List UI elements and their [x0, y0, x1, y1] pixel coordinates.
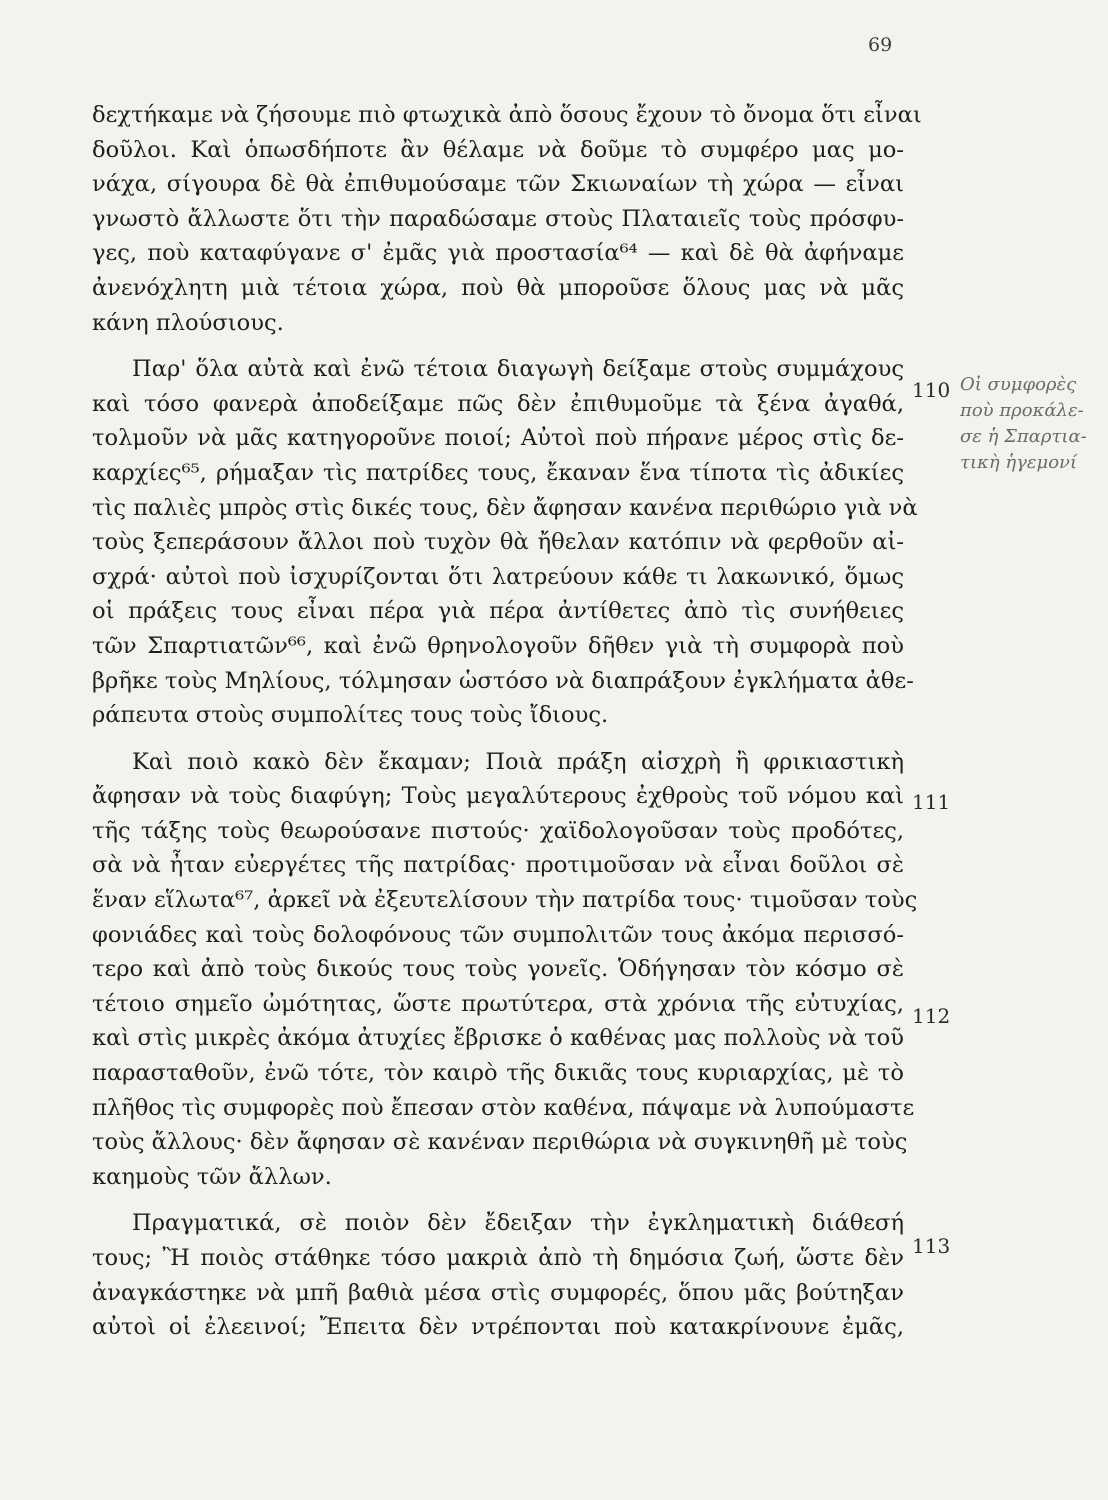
text-line: καὶ στὶς μικρὲς ἀκόμα ἀτυχίες ἔβρισκε ὁ καθένας μας πολλοὺς νὰ τοῦ — [92, 1025, 904, 1052]
text-line: ἕναν εἵλωτα⁶⁷, ἀρκεῖ νὰ ἐξευτελίσουν τὴν πατρίδα τους· τιμοῦσαν τοὺς — [92, 887, 918, 914]
text-line: παρασταθοῦν, ἐνῶ τότε, τὸν καιρὸ τῆς δικιᾶς τους κυριαρχίας, μὲ τὸ — [92, 1060, 904, 1087]
margin-note-line: Οἱ συμφορὲς — [960, 374, 1077, 395]
text-line: δοῦλοι. Καὶ ὁπωσδήποτε ἂν θέλαμε νὰ δοῦμε τὸ συμφέρο μας μο- — [92, 136, 904, 163]
section-number-111: 111 — [912, 790, 951, 814]
text-line: τῆς τάξης τοὺς θεωρούσανε πιστούς· χαϊδολογοῦσαν τοὺς προδότες, — [92, 817, 904, 844]
paragraph-1 — [92, 98, 922, 340]
text-line: τὶς παλιὲς μπρὸς στὶς δικές τους, δὲν ἄφησαν κανένα περιθώριο γιὰ νὰ — [92, 494, 918, 521]
text-line: Παρ' ὅλα αὐτὰ καὶ ἐνῶ τέτοια διαγωγὴ δείξαμε στοὺς συμμάχους — [132, 356, 904, 383]
text-line: γες, ποὺ καταφύγανε σ' ἐμᾶς γιὰ προστασία⁶⁴ — καὶ δὲ θὰ ἀφήναμε — [92, 240, 904, 267]
text-line: ράπευτα στοὺς συμπολίτες τους τοὺς ἴδιους. — [92, 702, 609, 729]
text-line: τους; Ἢ ποιὸς στάθηκε τόσο μακριὰ ἀπὸ τὴ δημόσια ζωή, ὥστε δὲν — [92, 1245, 904, 1271]
section-number-113: 113 — [912, 1234, 951, 1258]
text-line: τῶν Σπαρτιατῶν⁶⁶, καὶ ἐνῶ θρηνολογοῦν δῆθεν γιὰ τὴ συμφορὰ ποὺ — [92, 632, 904, 659]
text-line: κάνη πλούσιους. — [92, 309, 284, 336]
text-line: καρχίες⁶⁵, ρήμαξαν τὶς πατρίδες τους, ἔκαναν ἕνα τίποτα τὶς ἀδικίες — [92, 459, 904, 486]
margin-note-line: ποὺ προκάλε- — [960, 400, 1084, 421]
text-line: πλῆθος τὶς συμφορὲς ποὺ ἔπεσαν στὸν καθένα, πάψαμε νὰ λυπούμαστε — [92, 1094, 915, 1121]
page-number: 69 — [868, 34, 893, 56]
text-line: τερο καὶ ἀπὸ τοὺς δικούς τους τοὺς γονεῖς. Ὁδήγησαν τὸν κόσμο σὲ — [92, 956, 904, 983]
text-line: γνωστὸ ἄλλωστε ὅτι τὴν παραδώσαμε στοὺς Πλαταιεῖς τοὺς πρόσφυ- — [92, 205, 904, 232]
text-line: δεχτήκαμε νὰ ζήσουμε πιὸ φτωχικὰ ἀπὸ ὅσους ἔχουν τὸ ὄνομα ὅτι εἶναι — [92, 102, 922, 128]
text-line: τοὺς ἄλλους· δὲν ἄφησαν σὲ κανέναν περιθώρια νὰ συγκινηθῆ μὲ τοὺς — [92, 1129, 908, 1156]
text-line: ἄφησαν νὰ τοὺς διαφύγη; Τοὺς μεγαλύτερους ἐχθροὺς τοῦ νόμου καὶ — [92, 783, 904, 810]
text-line: βρῆκε τοὺς Μηλίους, τόλμησαν ὡστόσο νὰ διαπράξουν ἐγκλήματα ἀθε- — [92, 667, 914, 694]
text-line: τέτοιο σημεῖο ὠμότητας, ὥστε πρωτύτερα, στὰ χρόνια τῆς εὐτυχίας, — [92, 990, 904, 1017]
paragraph-3 — [92, 745, 918, 1195]
text-line: Πραγματικά, σὲ ποιὸν δὲν ἔδειξαν τὴν ἐγκληματικὴ διάθεσή — [132, 1210, 904, 1237]
margin-note-line: τικὴ ἡγεμονί — [960, 452, 1078, 473]
text-line: φονιάδες καὶ τοὺς δολοφόνους τῶν συμπολιτῶν τους ἀκόμα περισσό- — [92, 921, 904, 948]
margin-note — [960, 372, 1108, 476]
text-line: νάχα, σίγουρα δὲ θὰ ἐπιθυμούσαμε τῶν Σκιωναίων τὴ χώρα — εἶναι — [92, 171, 904, 198]
text-line: Καὶ ποιὸ κακὸ δὲν ἔκαμαν; Ποιὰ πράξη αἰσχρὴ ἢ φρικιαστικὴ — [132, 748, 904, 775]
text-line: σχρά· αὐτοὶ ποὺ ἰσχυρίζονται ὅτι λατρεύουν κάθε τι λακωνικό, ὅμως — [92, 563, 904, 590]
text-line: τοὺς ξεπεράσουν ἄλλοι ποὺ τυχὸν θὰ ἤθελαν κατόπιν νὰ φερθοῦν αἰ- — [92, 529, 904, 556]
text-line: τολμοῦν νὰ μᾶς κατηγοροῦνε ποιοί; Αὐτοὶ ποὺ πήρανε μέρος στὶς δε- — [92, 425, 904, 452]
paragraph-4 — [92, 1206, 904, 1344]
section-number-110: 110 — [912, 378, 951, 402]
text-line: ἀναγκάστηκε νὰ μπῆ βαθιὰ μέσα στὶς συμφορές, ὅπου μᾶς βούτηξαν — [92, 1279, 904, 1306]
text-line: καὶ τόσο φανερὰ ἀποδείξαμε πῶς δὲν ἐπιθυμοῦμε τὰ ξένα ἀγαθά, — [92, 390, 904, 417]
body-text — [92, 98, 922, 1345]
text-line: ἀνενόχλητη μιὰ τέτοια χώρα, ποὺ θὰ μποροῦσε ὅλους μας νὰ μᾶς — [92, 274, 904, 301]
text-line: οἱ πράξεις τους εἶναι πέρα γιὰ πέρα ἀντίθετες ἀπὸ τὶς συνήθειες — [92, 598, 904, 625]
text-line: αὐτοὶ οἱ ἐλεεινοί; Ἔπειτα δὲν ντρέπονται ποὺ κατακρίνουνε ἐμᾶς, — [92, 1314, 904, 1341]
section-number-112: 112 — [912, 1004, 951, 1028]
text-line: καημοὺς τῶν ἄλλων. — [92, 1163, 332, 1190]
margin-note-line: σε ἡ Σπαρτια- — [960, 426, 1087, 447]
text-line: σὰ νὰ ἦταν εὐεργέτες τῆς πατρίδας· προτιμοῦσαν νὰ εἶναι δοῦλοι σὲ — [92, 852, 904, 879]
paragraph-2 — [92, 352, 918, 733]
